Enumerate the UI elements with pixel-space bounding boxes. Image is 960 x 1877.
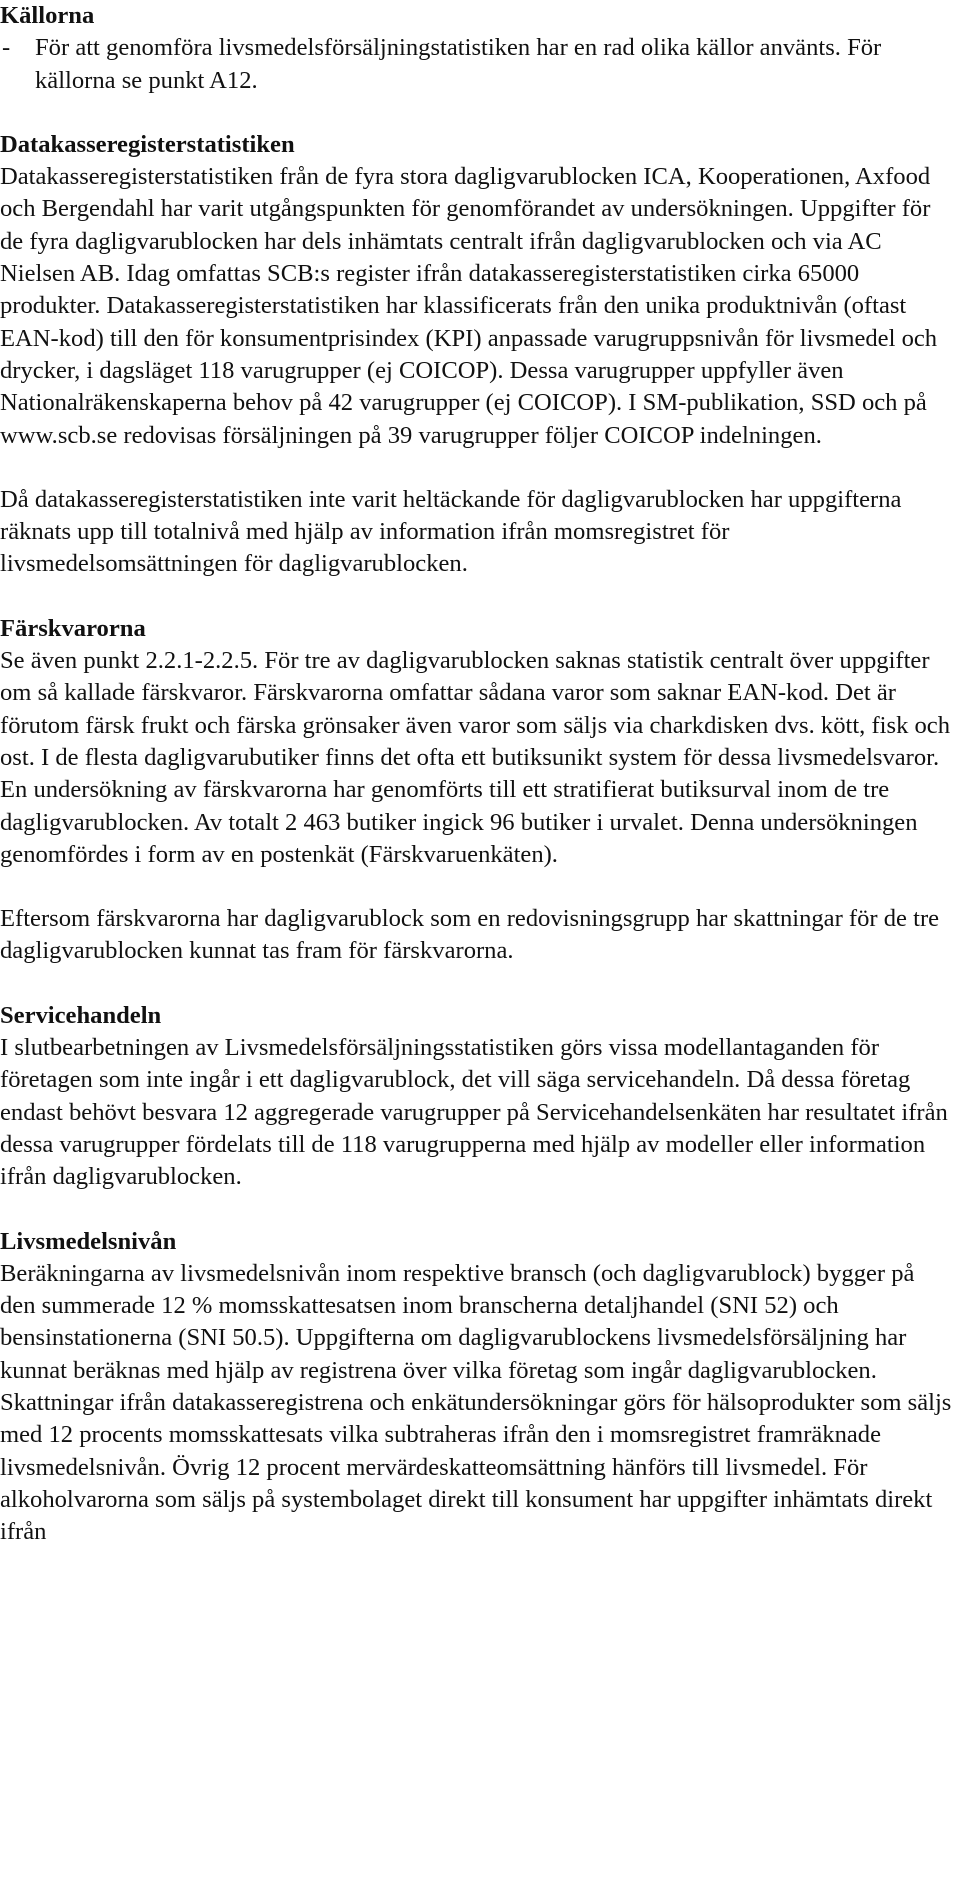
paragraph-gap <box>0 871 952 903</box>
paragraph-gap <box>0 97 952 129</box>
paragraph: Datakasseregisterstatistiken från de fyra stora dagligvarublocken ICA, Kooperationen, Axfood och Bergendahl har varit utgångspunkten för genomförandet av undersökningen. Uppgifter för de fyra dagligvarublocken har dels inhämtats centralt ifrån dagligvarublocken och via AC Nielsen AB. Idag omfattas SCB:s register ifrån datakasseregisterstatistiken cirka 65000 produkter. Datakasseregisterstatistiken har klassificerats från den unika produktnivån (oftast EAN-kod) till den för konsumentprisindex (KPI) anpassade varugruppsnivån för livsmedel och drycker, i dagsläget 118 varugrupper (ej COICOP). Dessa varugrupper uppfyller även Nationalräkenskaperna behov på 42 varugrupper (ej COICOP). I SM-publikation, SSD och på www.scb.se redovisas försäljningen på 39 varugrupper följer COICOP indelningen. <box>0 163 938 449</box>
section-heading-kallorna: Källorna <box>0 2 95 29</box>
paragraph-gap <box>0 452 952 484</box>
list-item <box>0 32 952 97</box>
paragraph: Eftersom färskvarorna har dagligvarublock som en redovisningsgrupp har skattningar för de tre dagligvarublocken kunnat tas fram för färskvarorna. <box>0 905 940 965</box>
bullet-text: För att genomföra livsmedelsförsäljningstatistiken har en rad olika källor använts. För källorna se punkt A12. <box>35 34 882 94</box>
section-kallorna <box>0 0 952 97</box>
section-datakasseregisterstatistiken <box>0 129 952 581</box>
paragraph-gap <box>0 1194 952 1226</box>
section-heading-livsmedelsnivan: Livsmedelsnivån <box>0 1227 177 1255</box>
bullet-dash: - <box>2 34 11 62</box>
paragraph: Beräkningarna av livsmedelsnivån inom respektive bransch (och dagligvarublock) bygger på den summerade 12 % momsskattesatsen inom branscherna detaljhandel (SNI 52) och bensinstationerna (SNI 50.5). Uppgifterna om dagligvarublockens livsmedelsförsäljning har kunnat beräknas med hjälp av registrena över vilka företag som ingår dagligvarublocken. Skattningar ifrån datakasseregistrena och enkätundersökningar görs för hälsoprodukter som säljs med 12 procents momsskattesats vilka subtraheras ifrån den i momsregistret framräknade livsmedelsnivån. Övrig 12 procent mervärdeskatteomsättning hänförs till livsmedel. För alkoholvarorna som säljs på systembolaget direkt till konsument har uppgifter inhämtats direkt ifrån <box>0 1259 952 1546</box>
paragraph: Då datakasseregisterstatistiken inte varit heltäckande för dagligvarublocken har uppgifterna räknats upp till totalnivå med hjälp av information ifrån momsregistret för livsmedelsomsättningen för dagligvarublocken. <box>0 485 902 578</box>
section-heading-datakasseregisterstatistiken: Datakasseregisterstatistiken <box>0 130 295 158</box>
section-heading-servicehandeln: Servicehandeln <box>0 1001 162 1029</box>
section-servicehandeln <box>0 1000 952 1194</box>
section-livsmedelsnivan <box>0 1226 952 1549</box>
section-heading-farskvarorna: Färskvarorna <box>0 614 146 642</box>
paragraph: Se även punkt 2.2.1-2.2.5. För tre av dagligvarublocken saknas statistik centralt över uppgifter om så kallade färskvaror. Färskvarorna omfattar sådana varor som saknar EAN-kod. Det är förutom färsk frukt och färska grönsaker även varor som säljs via charkdisken dvs. kött, fisk och ost. I de flesta dagligvarubutiker finns det ofta ett butiksunikt system för dessa livsmedelsvaror. En undersökning av färskvarorna har genomförts till ett stratifierat butiksurval inom de tre dagligvarublocken. Av totalt 2 463 butiker ingick 96 butiker i urvalet. Denna undersökningen genomfördes i form av en postenkät (Färskvaruenkäten). <box>0 647 951 868</box>
paragraph-gap <box>0 581 952 613</box>
paragraph: I slutbearbetningen av Livsmedelsförsäljningsstatistiken görs vissa modellantaganden för företagen som inte ingår i ett dagligvarublock, det vill säga servicehandeln. Då dessa företag endast behövt besvara 12 aggregerade varugrupper på Servicehandelsenkäten har resultatet ifrån dessa varugrupper fördelats till de 118 varugrupperna med hjälp av modeller eller information ifrån dagligvarublocken. <box>0 1034 948 1191</box>
paragraph-gap <box>0 968 952 1000</box>
section-farskvarorna <box>0 613 952 968</box>
